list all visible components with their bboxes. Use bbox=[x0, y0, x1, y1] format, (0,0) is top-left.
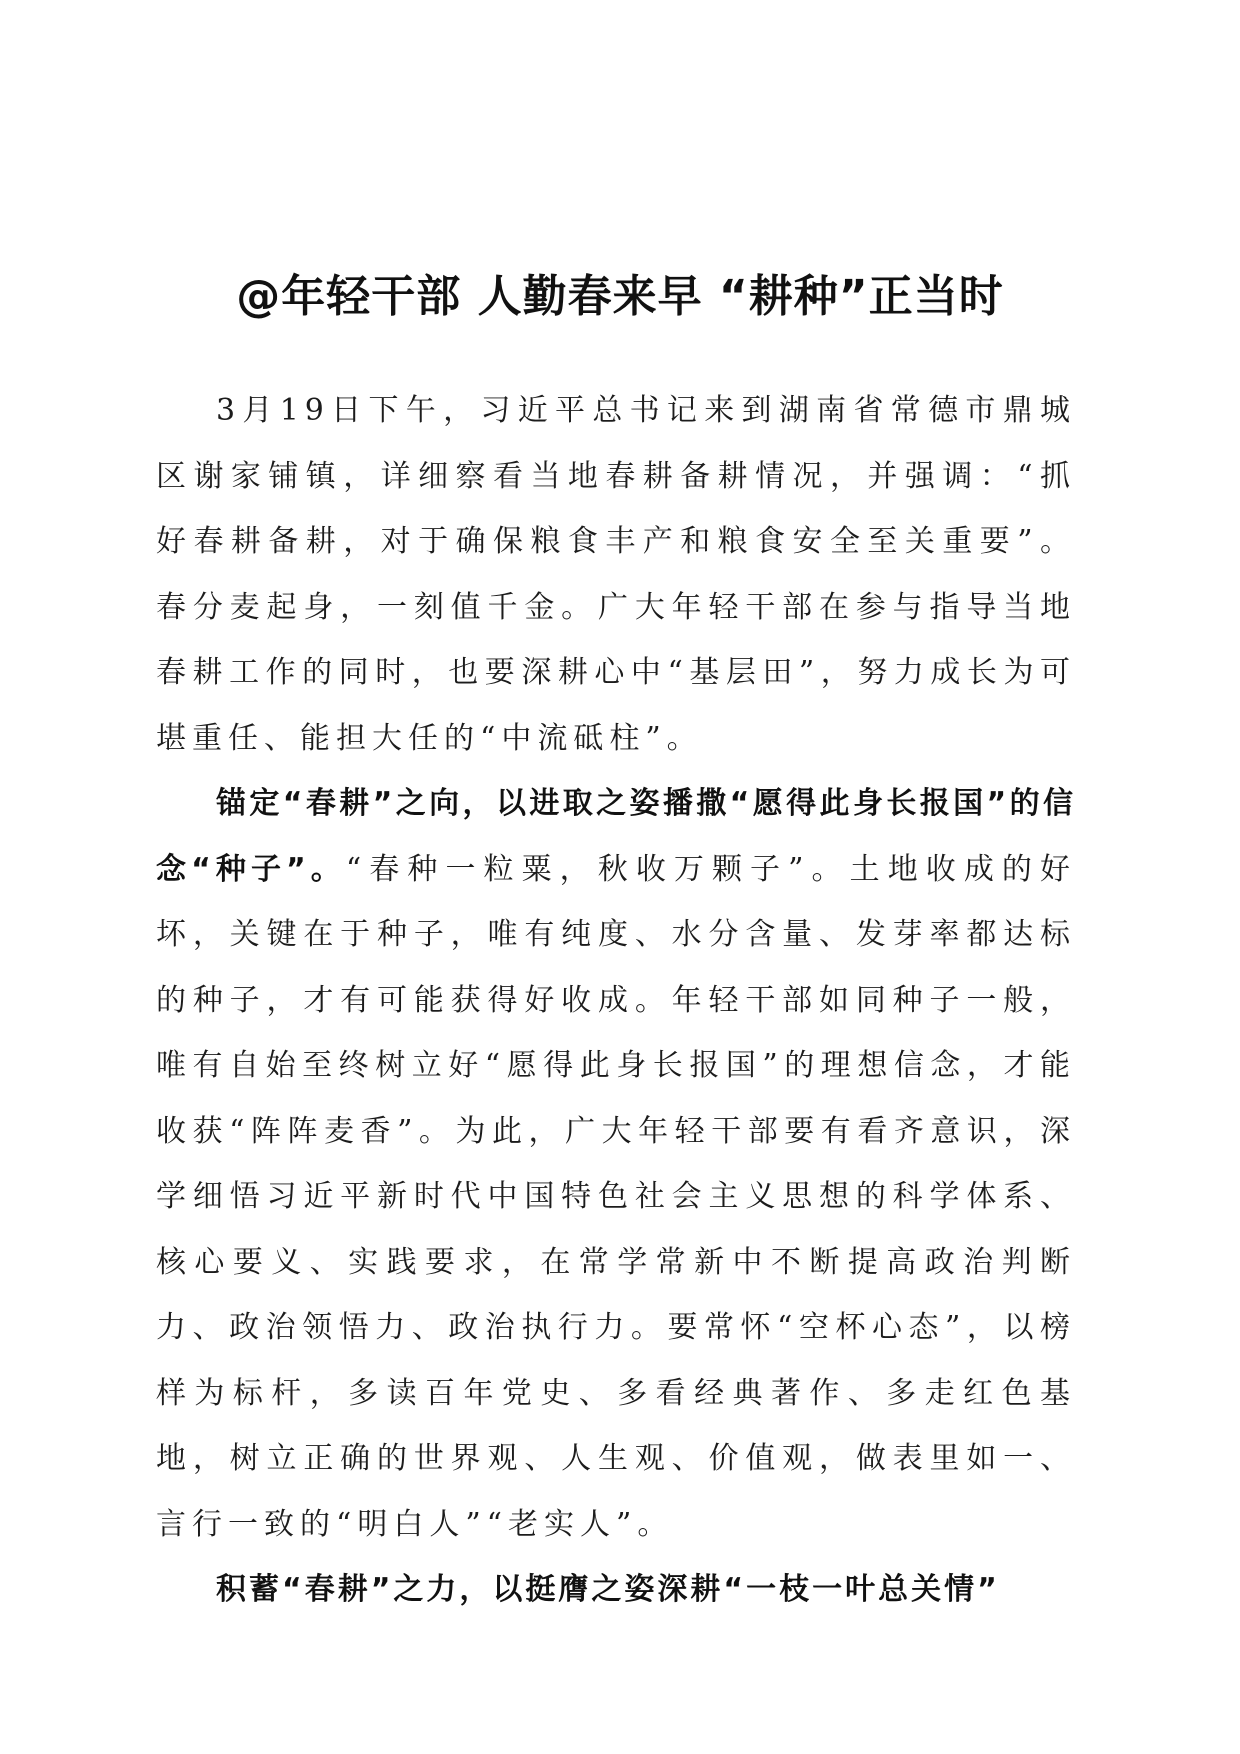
paragraph-section-1 bbox=[156, 771, 1076, 1557]
document-body bbox=[156, 378, 1076, 1623]
section-heading: 积蓄“春耕”之力，以挺膺之姿深耕“一枝一叶总关情” bbox=[216, 1572, 1000, 1607]
document-title: @年轻干部 人勤春来早 “耕种”正当时 bbox=[236, 271, 1004, 323]
paragraph-intro bbox=[156, 378, 1076, 771]
section-heading: 锚定“春耕”之向，以进取之姿播撒“愿得此身长报国”的信念“种子”。 bbox=[156, 786, 1076, 887]
paragraph-text: “春种一粒粟，秋收万颗子”。土地收成的好坏，关键在于种子，唯有纯度、水分含量、发芽率都达标的种子，才有可能获得好收成。年轻干部如同种子一般，唯有自始至终树立好“愿得此身长报国”的理想信念，才能收获“阵阵麦香”。为此，广大年轻干部要有看齐意识，深学细悟习近平新时代中国特色社会主义思想的科学体系、核心要义、实践要求，在常学常新中不断提高政治判断力、政治领悟力、政治执行力。要常怀“空杯心态”，以榜样为标杆，多读百年党史、多看经典著作、多走红色基地，树立正确的世界观、人生观、价值观，做表里如一、言行一致的“明白人”“老实人”。 bbox=[156, 851, 1076, 1542]
paragraph-text: 3月19日下午，习近平总书记来到湖南省常德市鼎城区谢家铺镇，详细察看当地春耕备耕情况，并强调：“抓好春耕备耕，对于确保粮食丰产和粮食安全至关重要”。春分麦起身，一刻值千金。广大年轻干部在参与指导当地春耕工作的同时，也要深耕心中“基层田”，努力成长为可堪重任、能担大任的“中流砥柱”。 bbox=[156, 393, 1076, 756]
paragraph-section-2 bbox=[156, 1557, 1076, 1623]
